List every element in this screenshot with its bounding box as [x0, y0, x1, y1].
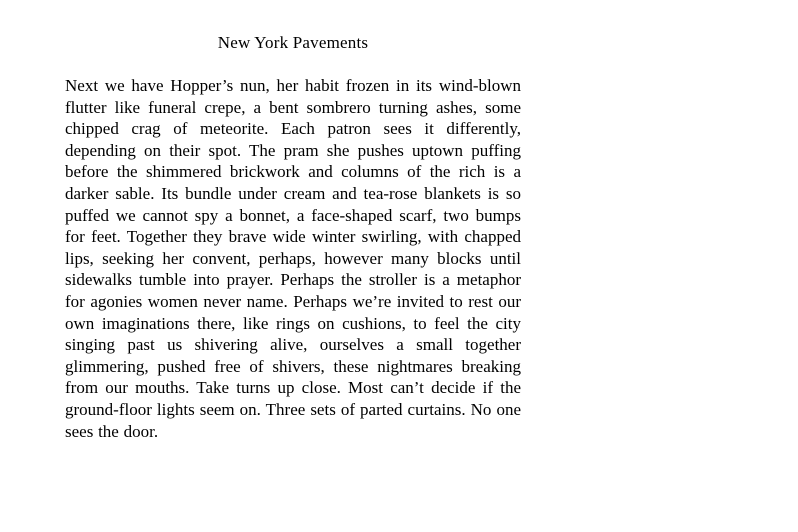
poem-paragraph: Next we have Hopper’s nun, her habit frozen in its wind-blown flutter like funeral crepe, a bent sombrero turning ashes, some chipped crag of meteorite. Each patron sees it differently, depending on their spot. The pram she pushes uptown puffing before the shimmered brickwork and columns of the rich is a darker sable. Its bundle under cream and tea-rose blankets is so puffed we cannot spy a bonnet, a face-shaped scarf, two bumps for feet. Together they brave wide winter swirling, with chapped lips, seeking her convent, perhaps, however many blocks until sidewalks tumble into prayer. Perhaps the stroller is a metaphor for agonies women never name. Perhaps we’re invited to rest our own imaginations there, like rings on cushions, to feel the city singing past us shivering alive, ourselves a small together glimmering, pushed free of shivers, these nightmares breaking from our mouths. Take turns up close. Most can’t decide if the ground-floor lights seem on. Three sets of parted curtains. No one sees the door. [65, 76, 521, 441]
page-title: New York Pavements [217, 33, 369, 52]
